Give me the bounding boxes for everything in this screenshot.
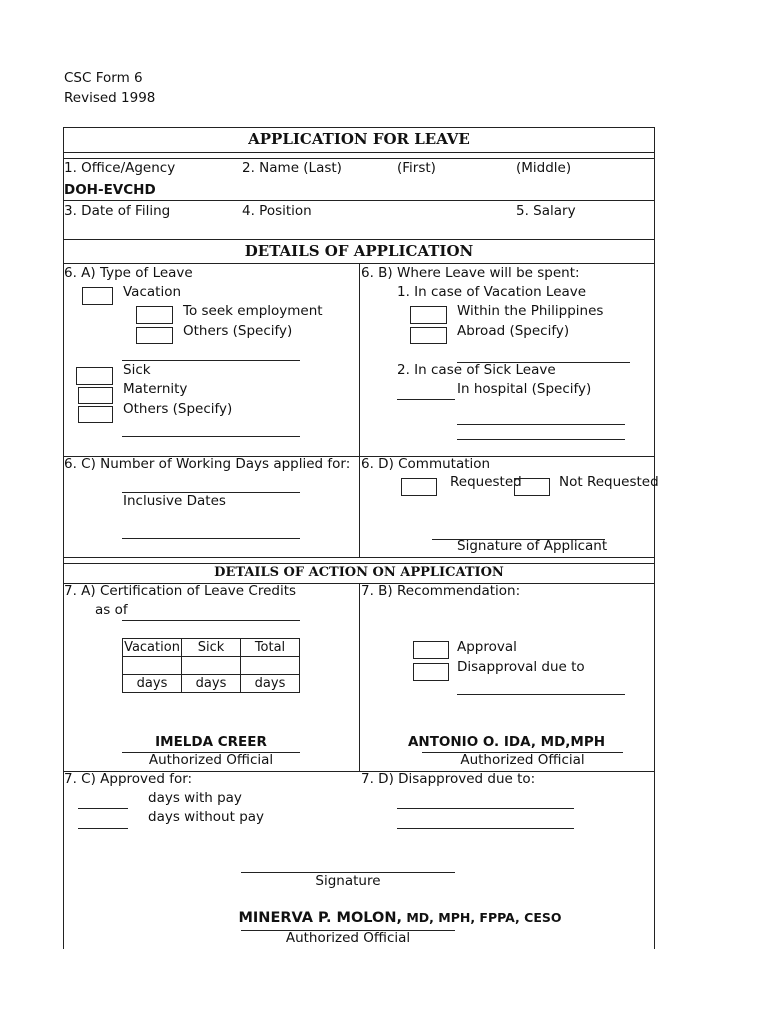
within-philippines-checkbox[interactable] xyxy=(410,306,447,324)
recommending-official-name: ANTONIO O. IDA, MD,MPH xyxy=(407,734,606,750)
approval-label: Approval xyxy=(457,639,517,655)
others-line[interactable] xyxy=(122,436,300,437)
date-filing-label: 3. Date of Filing xyxy=(64,203,171,219)
hospital-line-2[interactable] xyxy=(457,439,625,440)
divider xyxy=(63,152,655,153)
within-philippines-label: Within the Philippines xyxy=(457,303,604,319)
days-with-pay-line[interactable] xyxy=(78,808,128,809)
sick-checkbox[interactable] xyxy=(76,367,113,385)
table-row xyxy=(123,657,300,675)
divider xyxy=(63,557,655,558)
days-with-pay-label: days with pay xyxy=(148,790,242,806)
disapproved-reason-line-2[interactable] xyxy=(397,828,574,829)
commutation-label: 6. D) Commutation xyxy=(361,456,491,472)
table-header-sick: Sick xyxy=(182,639,241,657)
name-last-label: 2. Name (Last) xyxy=(242,160,342,176)
not-requested-label: Not Requested xyxy=(559,474,659,490)
disapproval-reason-line[interactable] xyxy=(457,694,625,695)
approval-checkbox[interactable] xyxy=(413,641,449,659)
inclusive-dates-line[interactable] xyxy=(122,538,300,539)
name-middle-label: (Middle) xyxy=(516,160,572,176)
vacation-checkbox[interactable] xyxy=(82,287,113,305)
table-row xyxy=(123,675,300,693)
column-divider xyxy=(359,583,360,771)
applicant-signature-label: Signature of Applicant xyxy=(457,538,608,554)
vacation-case-label: 1. In case of Vacation Leave xyxy=(397,284,587,300)
approved-for-label: 7. C) Approved for: xyxy=(64,771,193,787)
approving-official-name-main: MINERVA P. MOLON, xyxy=(238,910,402,926)
abroad-checkbox[interactable] xyxy=(410,327,447,344)
divider xyxy=(63,239,655,240)
maternity-label: Maternity xyxy=(123,381,188,397)
divider xyxy=(63,563,655,564)
certifying-official-title: Authorized Official xyxy=(148,752,274,768)
vacation-credit-cell[interactable] xyxy=(123,657,182,675)
divider xyxy=(63,158,655,159)
not-requested-checkbox[interactable] xyxy=(514,478,550,496)
sick-case-label: 2. In case of Sick Leave xyxy=(397,362,556,378)
table-unit-cell: days xyxy=(241,675,300,693)
frame-top xyxy=(63,127,655,128)
approving-official-name xyxy=(160,911,640,926)
working-days-label: 6. C) Number of Working Days applied for: xyxy=(64,456,351,472)
table-unit-cell: days xyxy=(123,675,182,693)
others-vacation-label: Others (Specify) xyxy=(183,323,293,339)
abroad-label: Abroad (Specify) xyxy=(457,323,570,339)
inclusive-dates-label: Inclusive Dates xyxy=(123,493,226,509)
table-header-total: Total xyxy=(241,639,300,657)
office-label: 1. Office/Agency xyxy=(64,160,176,176)
table-header-vacation: Vacation xyxy=(124,640,180,655)
details-title: DETAILS OF APPLICATION xyxy=(244,242,474,260)
hospital-check-line[interactable] xyxy=(397,399,455,400)
divider xyxy=(63,200,655,201)
revision-note: Revised 1998 xyxy=(64,90,156,106)
leave-location-label: 6. B) Where Leave will be spent: xyxy=(361,265,580,281)
others-label: Others (Specify) xyxy=(123,401,233,417)
certification-label: 7. A) Certification of Leave Credits xyxy=(64,583,297,599)
action-title: DETAILS OF ACTION ON APPLICATION xyxy=(214,565,504,580)
office-value: DOH-EVCHD xyxy=(64,182,156,198)
position-label: 4. Position xyxy=(242,203,312,219)
form-title: APPLICATION FOR LEAVE xyxy=(248,130,470,148)
disapproval-checkbox[interactable] xyxy=(413,663,449,681)
sick-label: Sick xyxy=(123,362,151,378)
disapproved-reason-line-1[interactable] xyxy=(397,808,574,809)
salary-label: 5. Salary xyxy=(516,203,576,219)
as-of-line[interactable] xyxy=(122,620,300,621)
maternity-checkbox[interactable] xyxy=(78,387,113,404)
days-without-pay-label: days without pay xyxy=(148,809,265,825)
requested-label: Requested xyxy=(450,474,522,490)
table-unit-cell: days xyxy=(182,675,241,693)
table-row xyxy=(123,639,300,657)
approving-official-credentials: MD, MPH, FPPA, CESO xyxy=(402,910,562,925)
days-without-pay-line[interactable] xyxy=(78,828,128,829)
others-vacation-line[interactable] xyxy=(122,360,300,361)
certifying-official-name: IMELDA CREER xyxy=(155,734,267,750)
disapproval-label: Disapproval due to xyxy=(457,659,585,675)
others-checkbox[interactable] xyxy=(78,406,113,423)
final-signature-label: Signature xyxy=(315,873,381,889)
requested-checkbox[interactable] xyxy=(401,478,437,496)
column-divider xyxy=(359,263,360,557)
vacation-label: Vacation xyxy=(123,284,182,300)
recommending-official-title: Authorized Official xyxy=(460,752,585,768)
name-first-label: (First) xyxy=(397,160,436,176)
as-of-label: as of xyxy=(95,602,128,618)
recommendation-label: 7. B) Recommendation: xyxy=(361,583,521,599)
others-vacation-checkbox[interactable] xyxy=(136,327,173,344)
sick-credit-cell[interactable] xyxy=(182,657,241,675)
seek-employment-label: To seek employment xyxy=(183,303,323,319)
form-number: CSC Form 6 xyxy=(64,70,143,86)
total-credit-cell[interactable] xyxy=(241,657,300,675)
seek-employment-checkbox[interactable] xyxy=(136,306,173,324)
hospital-label: In hospital (Specify) xyxy=(457,381,592,397)
type-of-leave-label: 6. A) Type of Leave xyxy=(64,265,193,281)
hospital-line-1[interactable] xyxy=(457,424,625,425)
disapproved-due-label: 7. D) Disapproved due to: xyxy=(361,771,536,787)
leave-credits-table xyxy=(122,638,300,693)
approving-official-title: Authorized Official xyxy=(285,930,411,946)
